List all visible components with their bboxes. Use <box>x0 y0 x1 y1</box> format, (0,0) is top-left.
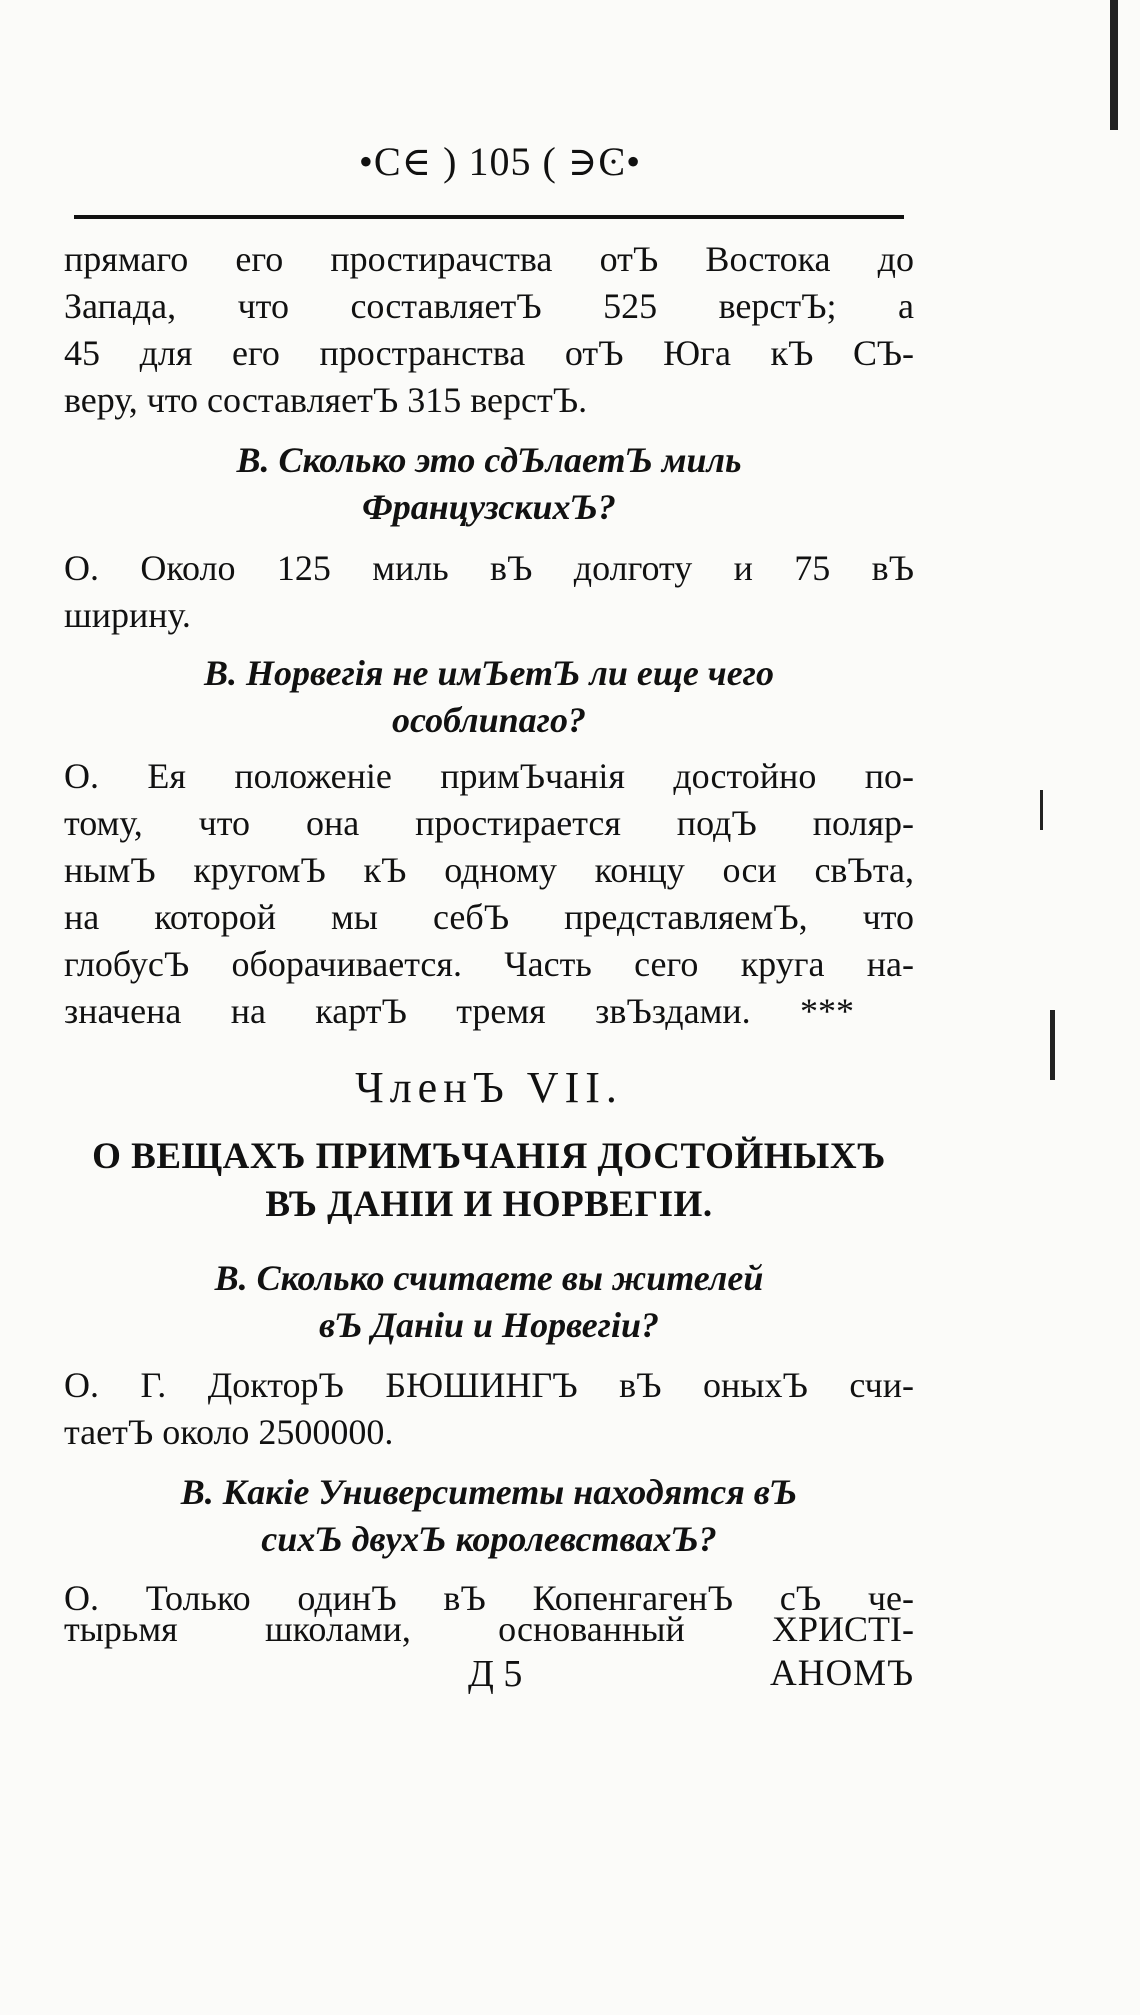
answer-line: О. Только одинЪ вЪ КопенгагенЪ сЪ че- <box>64 1578 914 1618</box>
chapter-title: ЧленЪ VII. <box>355 1063 623 1112</box>
header-rule <box>74 215 904 219</box>
catchword: АНОМЪ <box>770 1653 915 1694</box>
scan-margin-mark <box>1040 790 1043 830</box>
text-line: веру, что составляетЪ 315 верстЪ. <box>64 380 588 420</box>
answer-line: О. Ея положеніе примЪчанія достойно по- <box>64 756 914 796</box>
answer-line: ширину. <box>64 595 191 635</box>
section-heading-line-2: ВЪ ДАНІИ И НОРВЕГІИ. <box>265 1184 713 1225</box>
text-line: Запада, что составляетЪ 525 верстЪ; а <box>64 286 914 326</box>
answer-line: нымЪ кругомЪ кЪ одному концу оси свЪта, <box>64 850 914 890</box>
text-line: 45 для его пространства отЪ Юга кЪ СЪ- <box>64 333 914 373</box>
signature-mark: Д 5 <box>468 1653 523 1695</box>
question-line: сихЪ двухЪ королевствахЪ? <box>261 1519 717 1559</box>
scan-edge-mark <box>1110 0 1118 130</box>
answer-line: О. Около 125 миль вЪ долготу и 75 вЪ <box>64 548 914 588</box>
question-line: вЪ Даніи и Норвегіи? <box>318 1305 659 1345</box>
answer-line: на которой мы себЪ представляемЪ, что <box>64 897 914 937</box>
answer-line: О. Г. ДокторЪ БЮШИНГЪ вЪ оныхЪ счи- <box>64 1365 914 1405</box>
section-heading-line-1: О ВЕЩАХЪ ПРИМЪЧАНІЯ ДОСТОЙНЫХЪ <box>92 1136 886 1177</box>
question-line: В. Сколько считаете вы жителей <box>214 1258 764 1298</box>
page-header-number: •Ϲ∈ ) 105 ( ∋Ͼ• <box>358 139 642 184</box>
answer-line: тырьмя школами, основанный ХРИСТІ- <box>64 1609 914 1649</box>
question-line: особлипаго? <box>392 700 586 740</box>
question-line: В. Какіе Университеты находятся вЪ <box>180 1472 798 1512</box>
question-line: В. Сколько это сдЪлаетЪ миль <box>236 440 742 480</box>
answer-line: глобусЪ оборачивается. Часть сего круга на- <box>64 944 914 984</box>
answer-line: значена на картЪ тремя звЪздами. *** <box>64 991 854 1031</box>
scan-margin-mark <box>1050 1010 1055 1080</box>
question-line: В. Норвегія не имЪетЪ ли еще чего <box>204 653 774 693</box>
question-line: ФранцузскихЪ? <box>362 487 616 527</box>
text-line: прямаго его простирачства отЪ Востока до <box>64 239 914 279</box>
answer-line: тому, что она простирается подЪ поляр- <box>64 803 914 843</box>
answer-line: таетЪ около 2500000. <box>64 1412 394 1452</box>
